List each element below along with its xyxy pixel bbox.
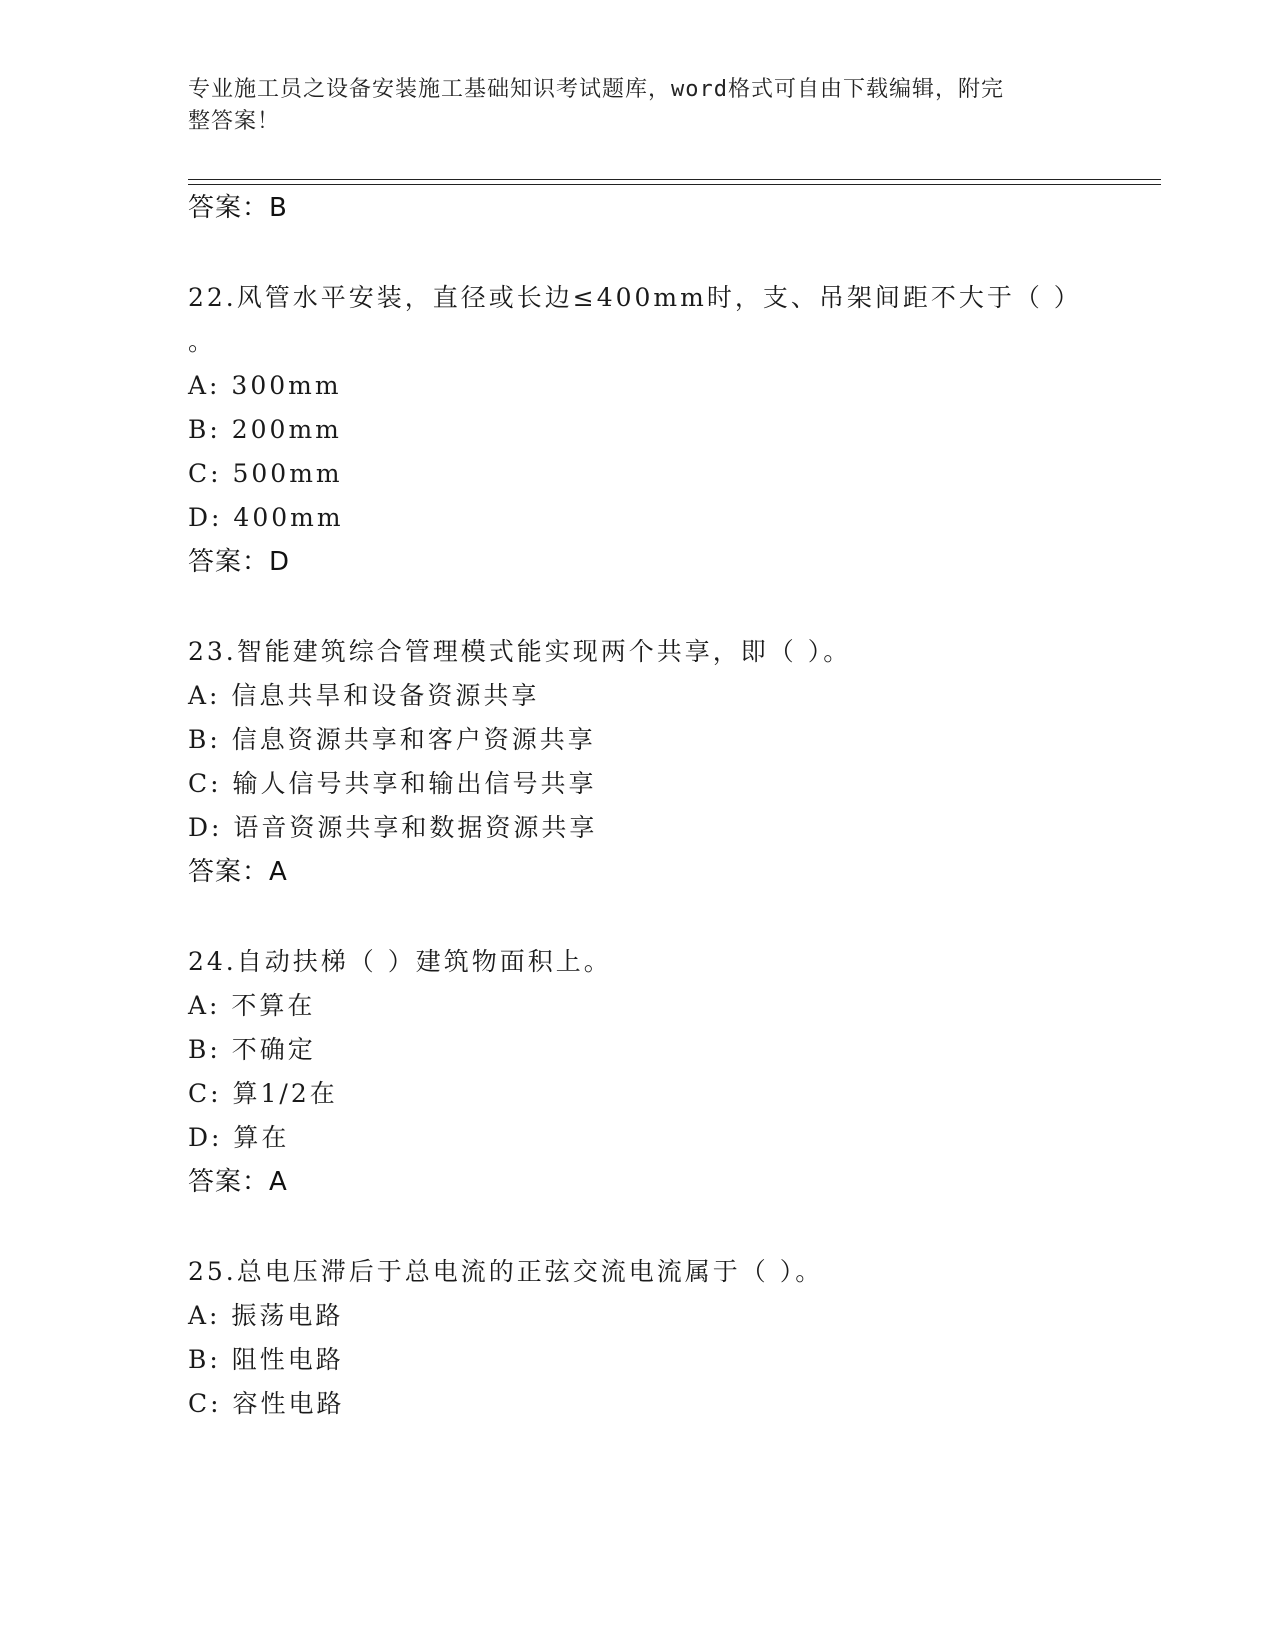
answer-24: 答案：A [188, 1167, 288, 1197]
header-divider-top [188, 179, 1161, 180]
header-divider-bottom [188, 184, 1161, 185]
question-25-option-a: A: 振荡电路 [188, 1301, 344, 1330]
question-22-option-c: C: 500mm [188, 459, 343, 488]
question-25-option-c: C: 容性电路 [188, 1389, 345, 1418]
question-24-option-b: B: 不确定 [188, 1035, 316, 1064]
question-22-stem-continued: 。 [188, 327, 217, 356]
question-23-option-c: C: 输人信号共享和输出信号共享 [188, 769, 597, 798]
question-23-option-d: D: 语音资源共享和数据资源共享 [188, 813, 598, 842]
question-25-stem: 25.总电压滞后于总电流的正弦交流电流属于（ ）。 [188, 1257, 824, 1286]
answer-23: 答案：A [188, 857, 288, 887]
question-23-option-a: A: 信息共旱和设备资源共享 [188, 681, 540, 710]
header-line-1: 专业施工员之设备安装施工基础知识考试题库，word格式可自由下载编辑，附完 [188, 77, 1004, 102]
answer-21: 答案：B [188, 193, 288, 223]
header-line-2: 整答案！ [188, 109, 281, 134]
question-22-option-b: B: 200mm [188, 415, 342, 444]
question-24-option-a: A: 不算在 [188, 991, 316, 1020]
question-24-option-c: C: 算1/2在 [188, 1079, 338, 1108]
question-22-option-d: D: 400mm [188, 503, 344, 532]
question-24-stem: 24.自动扶梯（ ）建筑物面积上。 [188, 947, 612, 976]
answer-22: 答案：D [188, 547, 291, 577]
question-22-option-a: A: 300mm [188, 371, 342, 400]
question-23-option-b: B: 信息资源共享和客户资源共享 [188, 725, 596, 754]
question-24-option-d: D: 算在 [188, 1123, 290, 1152]
question-23-stem: 23.智能建筑综合管理模式能实现两个共享，即（ ）。 [188, 637, 852, 666]
question-22-stem: 22.风管水平安装，直径或长边≤400mm时，支、吊架间距不大于（ ） [188, 283, 1082, 312]
question-25-option-b: B: 阻性电路 [188, 1345, 344, 1374]
document-header [188, 74, 1068, 138]
